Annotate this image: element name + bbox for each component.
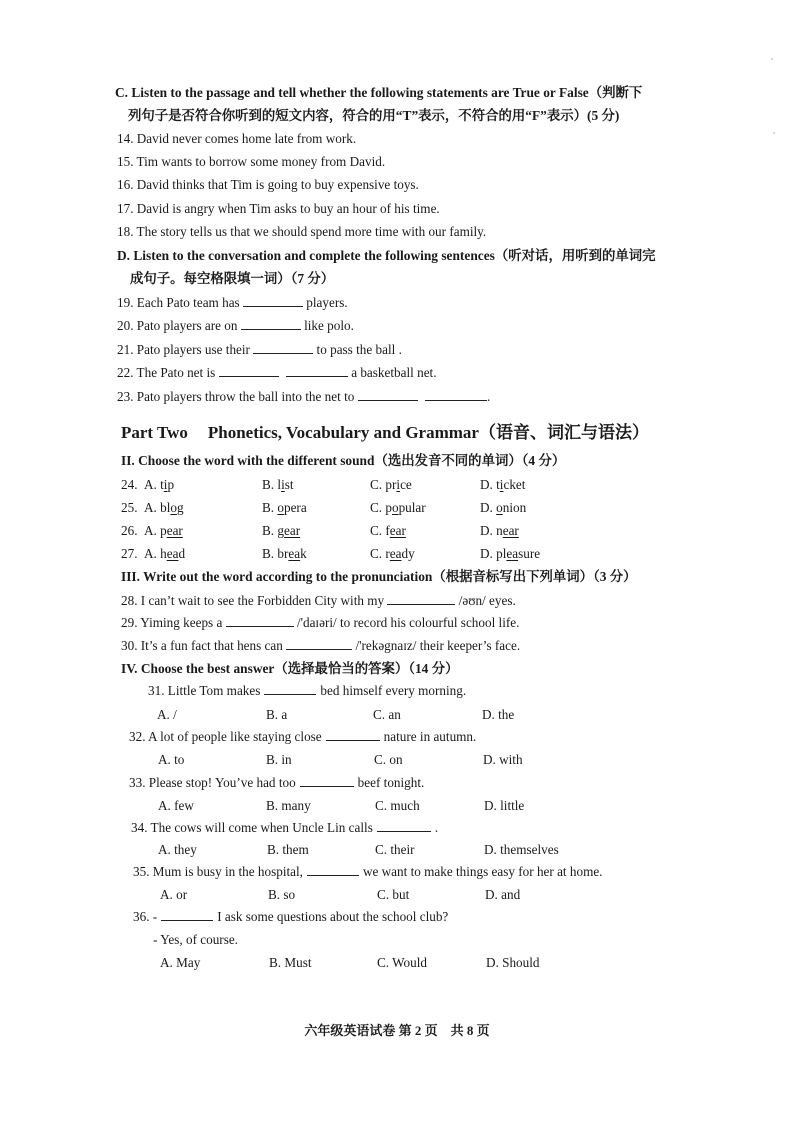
option-underlined-letters: ear — [502, 523, 519, 538]
option-choice[interactable]: A. or — [160, 887, 188, 902]
answer-blank-21[interactable] — [253, 341, 313, 354]
option-letter: A. — [144, 477, 161, 492]
answer-blank-23a[interactable] — [358, 388, 418, 401]
option-prefix: p — [385, 500, 392, 515]
question-tail: nature in autumn. — [383, 729, 477, 744]
question-33 — [129, 774, 424, 791]
question-23-tail: . — [486, 389, 491, 404]
option-suffix: d — [178, 546, 186, 561]
option-choice[interactable] — [480, 499, 526, 516]
question-22-tail: a basketball net. — [351, 365, 437, 380]
answer-blank-19[interactable] — [243, 294, 303, 307]
option-underlined-letters: ear — [166, 523, 183, 538]
option-prefix: f — [385, 523, 390, 538]
section-c-heading-line2: 列句子是否符合你听到的短文内容，符合的用“T”表示，不符合的用“F”表示）(5 分) — [128, 108, 620, 123]
question-28 — [121, 592, 516, 609]
option-choice[interactable] — [262, 545, 307, 562]
section-d-heading-line2: 成句子。每空格限填一词）（7 分） — [130, 271, 335, 286]
question-21-tail: to pass the ball . — [316, 342, 402, 357]
question-number: 26. — [121, 523, 138, 538]
question-text: 31. Little Tom makes — [148, 683, 261, 698]
option-letter: A. — [144, 500, 161, 515]
option-underlined-letters: i — [499, 477, 504, 492]
option-underlined-letters: i — [396, 477, 401, 492]
question-30 — [121, 637, 520, 654]
page-footer: 六年级英语试卷 第 2 页 共 8 页 — [304, 1023, 490, 1038]
option-underlined-letters: o — [496, 500, 503, 515]
option-choice[interactable]: A. few — [158, 798, 194, 813]
option-prefix: t — [160, 477, 164, 492]
option-letter: D. — [480, 477, 497, 492]
question-30-tail: /'rekəgnaɪz/ their keeper’s face. — [355, 638, 521, 653]
option-choice[interactable]: C. an — [373, 707, 401, 722]
option-choice[interactable]: A. May — [160, 955, 201, 970]
option-letter: B. — [262, 546, 278, 561]
question-20 — [117, 317, 354, 334]
option-prefix: bl — [160, 500, 171, 515]
option-choice[interactable] — [144, 545, 185, 562]
option-choice[interactable] — [262, 499, 307, 516]
option-choice[interactable]: B. a — [266, 707, 288, 722]
option-prefix: n — [496, 523, 503, 538]
question-16: 16. David thinks that Tim is going to buy expensive toys. — [117, 177, 419, 192]
option-prefix: p — [160, 523, 167, 538]
question-text: 34. The cows will come when Uncle Lin calls — [131, 820, 373, 835]
question-34 — [131, 819, 438, 836]
option-choice[interactable]: D. the — [482, 707, 515, 722]
question-number: 24. — [121, 477, 138, 492]
option-underlined-letters: o — [277, 500, 284, 515]
option-choice[interactable]: D. and — [485, 887, 521, 902]
option-prefix: r — [385, 546, 390, 561]
question-22 — [117, 364, 437, 381]
option-choice[interactable] — [262, 522, 300, 539]
answer-blank-20[interactable] — [241, 317, 301, 330]
option-choice[interactable]: C. Would — [377, 955, 427, 970]
option-suffix: ce — [400, 477, 412, 492]
question-tail: bed himself every morning. — [320, 683, 467, 698]
option-choice[interactable] — [480, 545, 540, 562]
answer-blank[interactable] — [264, 682, 316, 695]
question-28-tail: /əʊn/ eyes. — [458, 593, 516, 608]
option-suffix: st — [284, 477, 294, 492]
answer-blank[interactable] — [161, 908, 213, 921]
question-32 — [129, 728, 476, 745]
option-suffix: k — [300, 546, 307, 561]
answer-blank-22b[interactable] — [286, 364, 348, 377]
option-choice[interactable] — [480, 522, 519, 539]
option-suffix: dy — [401, 546, 415, 561]
option-underlined-letters: ear — [389, 523, 406, 538]
question-text: 33. Please stop! You’ve had too — [129, 775, 296, 790]
option-letter: C. — [370, 523, 386, 538]
option-suffix: g — [176, 500, 184, 515]
option-prefix: pr — [385, 477, 397, 492]
question-15: 15. Tim wants to borrow some money from David. — [117, 154, 386, 169]
option-choice[interactable]: D. with — [483, 752, 523, 767]
option-choice[interactable] — [370, 522, 406, 539]
question-29 — [121, 614, 519, 631]
question-36 — [133, 908, 448, 925]
option-choice[interactable] — [370, 476, 412, 493]
question-19 — [117, 294, 348, 311]
section-ii-heading: II. Choose the word with the different sound（选出发音不同的单词）（4 分） — [121, 453, 566, 468]
option-letter: B. — [262, 500, 278, 515]
option-choice[interactable] — [370, 499, 426, 516]
question-30-text: 30. It’s a fun fact that hens can — [121, 638, 283, 653]
option-prefix: t — [496, 477, 500, 492]
option-prefix: h — [160, 546, 167, 561]
section-d-heading-line1: D. Listen to the conversation and complete the following sentences（听对话，用听到的单词完 — [117, 248, 656, 263]
option-choice[interactable]: B. so — [268, 887, 296, 902]
question-tail: I ask some questions about the school club? — [217, 909, 449, 924]
question-tail: beef tonight. — [357, 775, 425, 790]
question-text: 32. A lot of people like staying close — [129, 729, 322, 744]
section-iv-heading: IV. Choose the best answer（选择最恰当的答案）（14 分） — [121, 661, 459, 676]
answer-blank[interactable] — [300, 774, 354, 787]
option-underlined-letters: ear — [283, 523, 301, 538]
option-letter: A. — [144, 546, 161, 561]
option-choice[interactable] — [144, 476, 174, 493]
question-18: 18. The story tells us that we should spend more time with our family. — [117, 224, 487, 239]
option-underlined-letters: i — [281, 477, 285, 492]
option-prefix: l — [277, 477, 282, 492]
option-choice[interactable]: D. themselves — [484, 842, 559, 857]
option-choice[interactable] — [144, 522, 183, 539]
question-number: 27. — [121, 546, 138, 561]
option-underlined-letters: ea — [166, 546, 179, 561]
option-suffix: cket — [503, 477, 526, 492]
answer-blank[interactable] — [307, 863, 359, 876]
option-choice[interactable]: C. on — [374, 752, 403, 767]
part-two-title: Phonetics, Vocabulary and Grammar（语音、词汇与语法） — [207, 423, 649, 442]
option-underlined-letters: o — [391, 500, 399, 515]
option-choice[interactable]: A. to — [158, 752, 185, 767]
option-letter: D. — [480, 546, 497, 561]
answer-blank-29[interactable] — [226, 614, 294, 627]
answer-blank-23b[interactable] — [425, 388, 487, 401]
option-underlined-letters: ea — [506, 546, 519, 561]
option-underlined-letters: i — [163, 477, 168, 492]
answer-blank-30[interactable] — [286, 637, 352, 650]
option-prefix: br — [277, 546, 289, 561]
option-letter: A. — [144, 523, 161, 538]
option-underlined-letters: o — [170, 500, 177, 515]
option-choice[interactable]: D. little — [484, 798, 525, 813]
answer-blank[interactable] — [326, 728, 380, 741]
question-19-tail: players. — [306, 295, 348, 310]
question-number: 25. — [121, 500, 138, 515]
option-choice[interactable]: A. they — [158, 842, 197, 857]
question-text: 36. - — [133, 909, 158, 924]
option-suffix: p — [167, 477, 175, 492]
option-letter: D. — [480, 500, 497, 515]
question-29-text: 29. Yiming keeps a — [121, 615, 223, 630]
question-28-text: 28. I can’t wait to see the Forbidden City with my — [121, 593, 385, 608]
option-choice[interactable]: C. but — [377, 887, 410, 902]
question-20-text: 20. Pato players are on — [117, 318, 238, 333]
option-choice[interactable]: D. Should — [486, 955, 540, 970]
question-35 — [133, 863, 602, 880]
answer-blank-22a[interactable] — [219, 364, 279, 377]
option-choice[interactable]: C. much — [375, 798, 420, 813]
question-19-text: 19. Each Pato team has — [117, 295, 240, 310]
option-suffix: nion — [502, 500, 527, 515]
option-underlined-letters: ea — [389, 546, 402, 561]
question-text: 35. Mum is busy in the hospital, — [133, 864, 303, 879]
section-iii-heading: III. Write out the word according to the pronunciation（根据音标写出下列单词）（3 分） — [121, 569, 637, 584]
answer-blank[interactable] — [377, 819, 431, 832]
option-choice[interactable] — [480, 476, 525, 493]
part-two-label: Part Two — [121, 423, 188, 442]
option-prefix: pl — [496, 546, 507, 561]
question-14: 14. David never comes home late from work. — [117, 131, 357, 146]
option-choice[interactable] — [144, 499, 184, 516]
option-suffix: pular — [398, 500, 426, 515]
option-choice[interactable]: B. Must — [269, 955, 312, 970]
question-21 — [117, 341, 402, 358]
question-tail: . — [434, 820, 439, 835]
option-letter: C. — [370, 477, 386, 492]
option-choice[interactable]: C. their — [375, 842, 415, 857]
option-letter: D. — [480, 523, 497, 538]
option-suffix: pera — [283, 500, 307, 515]
part-two-heading — [121, 418, 649, 443]
option-choice[interactable]: B. them — [267, 842, 309, 857]
option-prefix: g — [277, 523, 284, 538]
option-letter: C. — [370, 546, 386, 561]
question-23-text: 23. Pato players throw the ball into the net to — [117, 389, 355, 404]
question-21-text: 21. Pato players use their — [117, 342, 250, 357]
question-23 — [117, 388, 490, 405]
option-choice[interactable] — [262, 476, 294, 493]
option-choice[interactable]: B. many — [266, 798, 311, 813]
option-choice[interactable]: B. in — [266, 752, 292, 767]
option-letter: C. — [370, 500, 386, 515]
question-22-text: 22. The Pato net is — [117, 365, 216, 380]
option-letter: B. — [262, 477, 278, 492]
question-20-tail: like polo. — [304, 318, 354, 333]
option-underlined-letters: ea — [288, 546, 301, 561]
question-36-reply: - Yes, of course. — [153, 932, 238, 947]
question-17: 17. David is angry when Tim asks to buy an hour of his time. — [117, 201, 440, 216]
section-c-heading-line1: C. Listen to the passage and tell whether the following statements are True or False（判断下 — [115, 85, 643, 100]
question-31 — [148, 682, 466, 699]
option-letter: B. — [262, 523, 278, 538]
question-29-tail: /'daɪəri/ to record his colourful school life. — [296, 615, 520, 630]
answer-blank-28[interactable] — [387, 592, 455, 605]
question-tail: we want to make things easy for her at home. — [362, 864, 603, 879]
option-choice[interactable] — [370, 545, 415, 562]
option-choice[interactable]: A. / — [157, 707, 177, 722]
option-suffix: sure — [518, 546, 541, 561]
scan-speck — [773, 132, 775, 134]
scan-speck — [771, 58, 773, 60]
